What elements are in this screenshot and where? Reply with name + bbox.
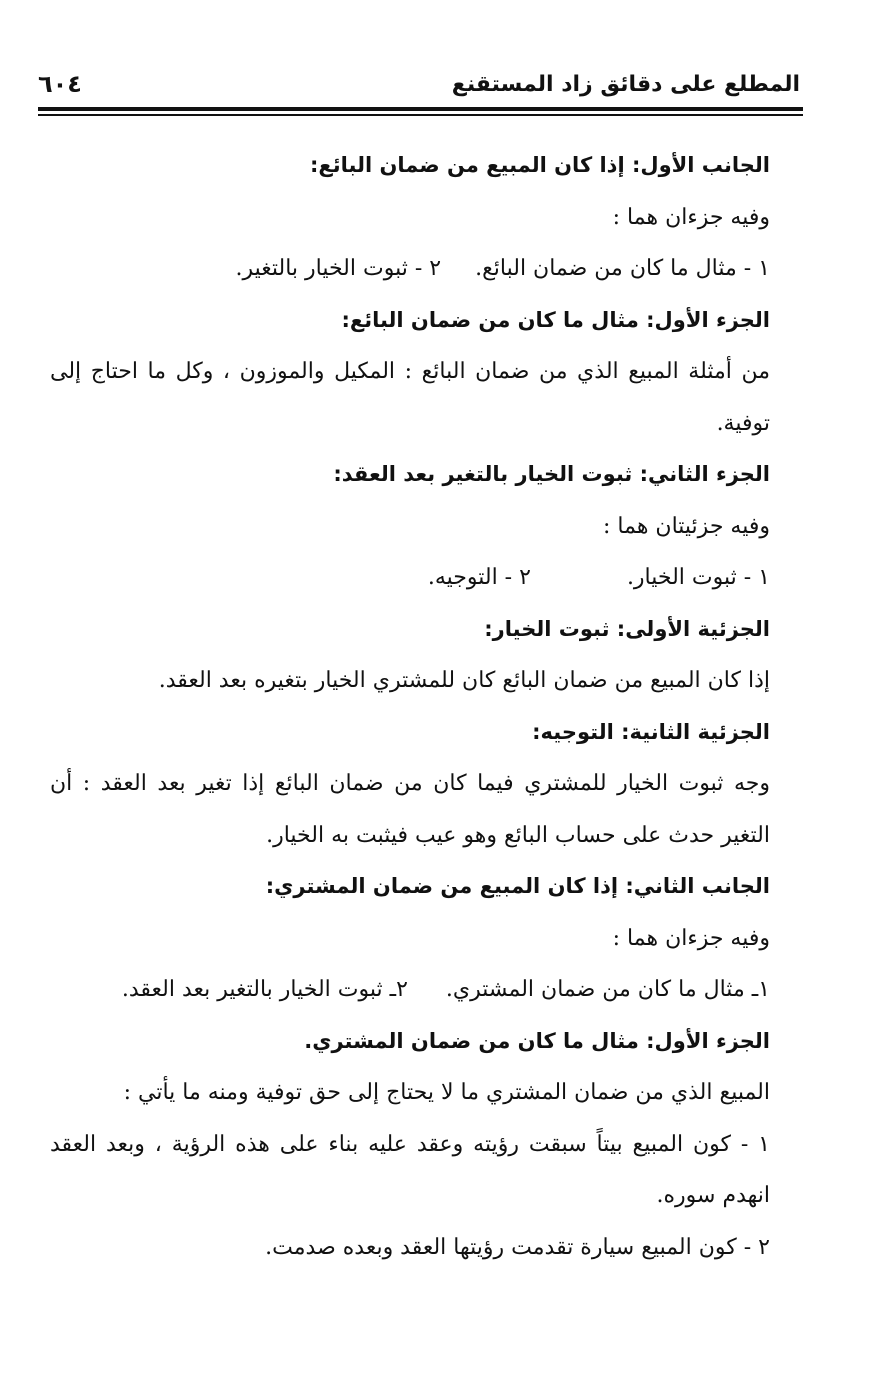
running-title: المطلع على دقائق زاد المستقنع [451, 72, 800, 97]
page-number: ٦٠٤ [38, 70, 82, 98]
paragraph: ٢ - كون المبيع سيارة تقدمت رؤيتها العقد وبعده صدمت. [265, 1234, 770, 1260]
minor-heading: الجزئية الثانية: التوجيه: [532, 719, 770, 744]
paragraph: وجه ثبوت الخيار للمشتري فيما كان من ضمان البائع إذا تغير بعد العقد : أن التغير حدث على حساب البائع وهو عيب فيثبت به الخيار. [50, 771, 770, 848]
paragraph: إذا كان المبيع من ضمان البائع كان للمشتري الخيار بتغيره بعد العقد. [158, 668, 770, 693]
list-item: ٢ـ ثبوت الخيار بالتغير بعد العقد. [121, 977, 408, 1002]
numbered-items [50, 243, 770, 295]
section-heading: الجانب الأول: إذا كان المبيع من ضمان البائع: [309, 153, 770, 177]
paragraph: وفيه جزءان هما : [612, 925, 770, 951]
list-item: ١ - ثبوت الخيار. [626, 565, 770, 590]
minor-heading: الجزئية الأولى: ثبوت الخيار: [484, 616, 770, 641]
list-item: ١ـ مثال ما كان من ضمان المشتري. [445, 977, 770, 1002]
numbered-items [50, 964, 770, 1016]
header-rule-thin [38, 114, 803, 116]
paragraph: المبيع الذي من ضمان المشتري ما لا يحتاج إلى حق توفية ومنه ما يأتي : [123, 1080, 770, 1105]
page-body [50, 140, 770, 1273]
list-item: ١ - مثال ما كان من ضمان البائع. [475, 256, 770, 281]
subsection-heading: الجزء الثاني: ثبوت الخيار بالتغير بعد العقد: [333, 462, 770, 486]
subsection-heading: الجزء الأول: مثال ما كان من ضمان المشتري. [304, 1028, 770, 1053]
paragraph: من أمثلة المبيع الذي من ضمان البائع : المكيل والموزون ، وكل ما احتاج إلى توفية. [50, 359, 770, 436]
paragraph: ١ - كون المبيع بيتاً سبقت رؤيته وعقد عليه بناء على هذه الرؤية ، وبعد العقد انهدم سوره. [50, 1131, 770, 1208]
header-rule-thick [38, 107, 803, 111]
paragraph: وفيه جزئيتان هما : [603, 513, 770, 539]
section-heading: الجانب الثاني: إذا كان المبيع من ضمان المشتري: [265, 874, 770, 898]
list-item: ٢ - ثبوت الخيار بالتغير. [235, 256, 442, 281]
paragraph: وفيه جزءان هما : [612, 204, 770, 230]
numbered-items [50, 552, 770, 604]
page-header [38, 70, 800, 104]
subsection-heading: الجزء الأول: مثال ما كان من ضمان البائع: [341, 307, 770, 332]
list-item: ٢ - التوجيه. [427, 565, 531, 590]
